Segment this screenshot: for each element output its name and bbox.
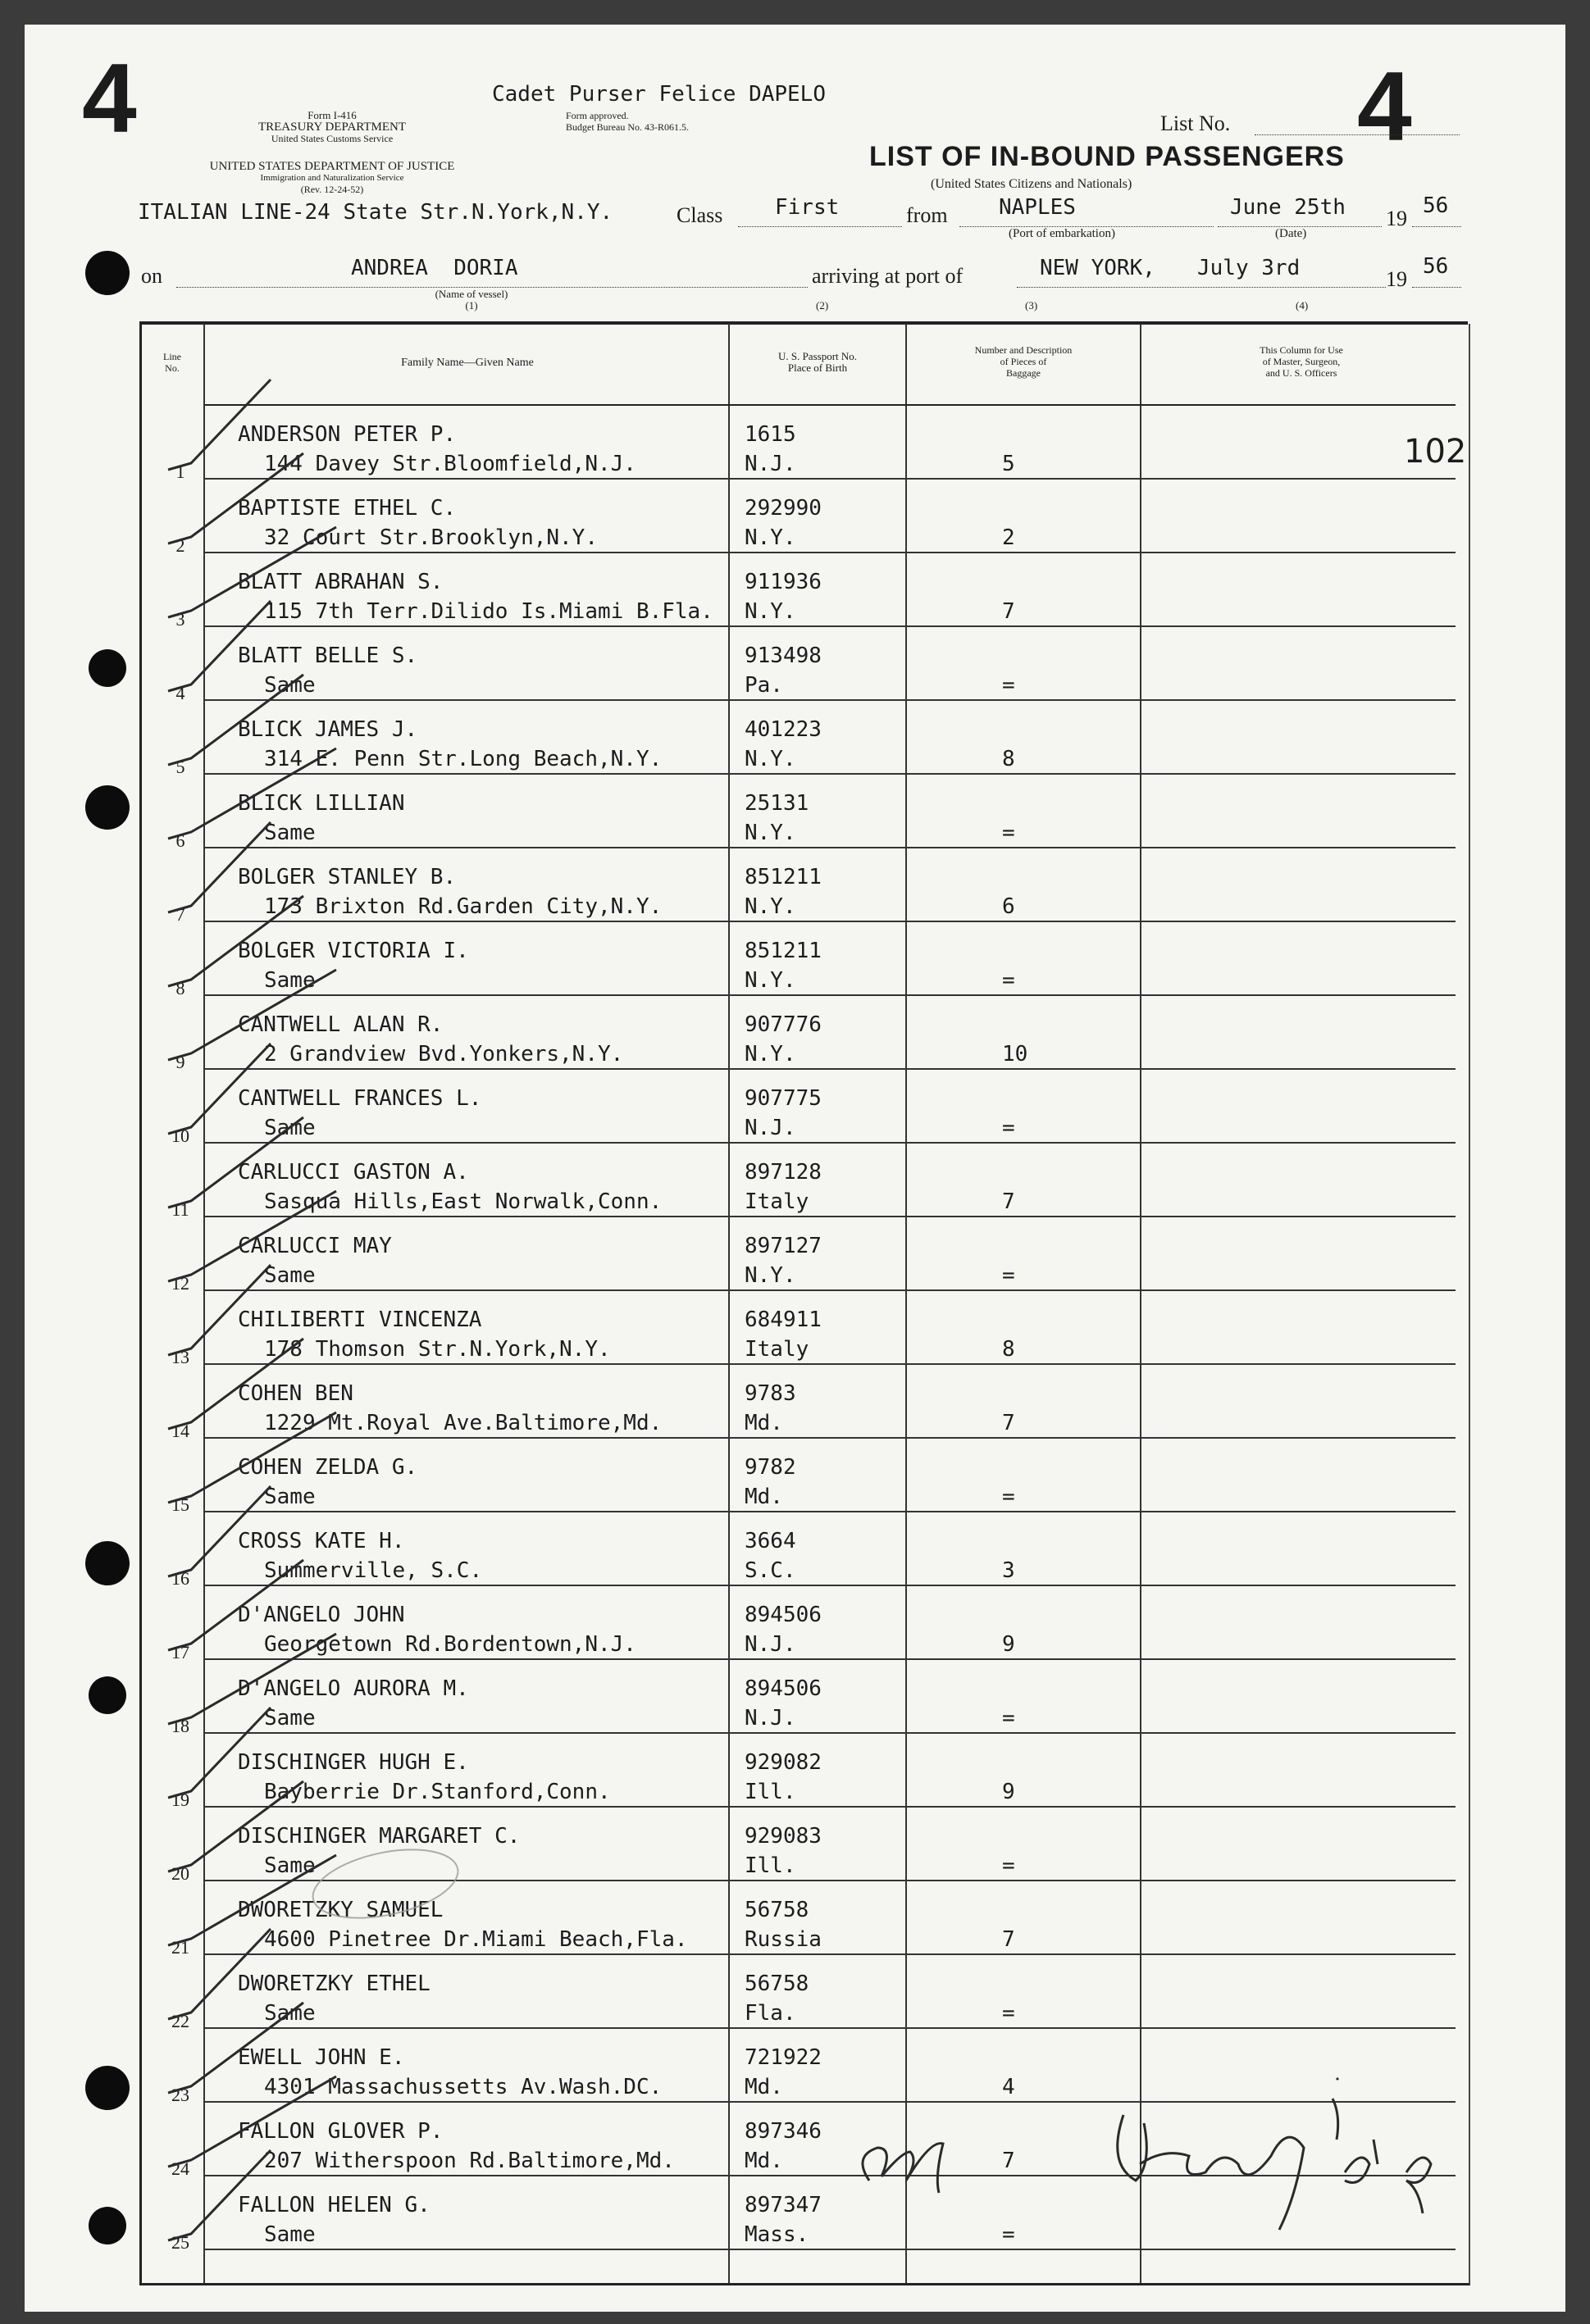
row-divider bbox=[205, 478, 1456, 480]
passenger-address: Sasqua Hills,East Norwalk,Conn. bbox=[264, 1189, 663, 1214]
list-no-underline bbox=[1255, 134, 1460, 135]
place-of-birth: N.Y. bbox=[745, 1263, 796, 1288]
line-number: 5 bbox=[175, 757, 185, 777]
class-label: Class bbox=[677, 203, 723, 227]
passport-number: 684911 bbox=[745, 1308, 822, 1332]
row-divider bbox=[205, 699, 1456, 701]
passenger-name: ANDERSON PETER P. bbox=[238, 422, 457, 447]
baggage-count: = bbox=[1002, 1706, 1015, 1730]
line-number: 17 bbox=[171, 1642, 189, 1662]
line-number: 21 bbox=[171, 1937, 189, 1958]
place-of-birth: Md. bbox=[745, 2149, 783, 2173]
line-number: 10 bbox=[171, 1126, 189, 1146]
passenger-name: BOLGER STANLEY B. bbox=[238, 865, 457, 889]
passenger-address: Same bbox=[264, 673, 316, 698]
place-of-birth: Russia bbox=[745, 1927, 822, 1952]
place-of-birth: N.J. bbox=[745, 1632, 796, 1657]
baggage-count: 9 bbox=[1002, 1632, 1015, 1657]
passenger-address: Same bbox=[264, 1116, 316, 1140]
passport-number: 897127 bbox=[745, 1234, 822, 1258]
passenger-address: Same bbox=[264, 1706, 316, 1730]
passenger-address: Same bbox=[264, 1485, 316, 1509]
place-of-birth: N.Y. bbox=[745, 525, 796, 550]
passenger-name: CANTWELL ALAN R. bbox=[238, 1012, 444, 1037]
passenger-address: Same bbox=[264, 2001, 316, 2026]
punch-hole bbox=[85, 2066, 130, 2110]
punch-hole bbox=[85, 785, 130, 830]
date-caption: (Date) bbox=[1275, 227, 1307, 240]
passenger-address: Same bbox=[264, 2222, 316, 2247]
place-of-birth: N.J. bbox=[745, 1116, 796, 1140]
baggage-count: = bbox=[1002, 1116, 1015, 1140]
place-of-birth: Italy bbox=[745, 1337, 809, 1362]
row-divider bbox=[205, 773, 1456, 775]
place-of-birth: Fla. bbox=[745, 2001, 796, 2026]
baggage-count: 7 bbox=[1002, 1411, 1015, 1435]
class-value: First bbox=[775, 195, 840, 220]
line-number: 22 bbox=[171, 2011, 189, 2031]
header-rule bbox=[205, 404, 1456, 406]
list-title: LIST OF IN-BOUND PASSENGERS bbox=[869, 141, 1345, 172]
line-number: 14 bbox=[171, 1421, 189, 1441]
passenger-address: 32 Court Str.Brooklyn,N.Y. bbox=[264, 525, 598, 550]
row-divider bbox=[205, 994, 1456, 996]
passenger-address: 115 7th Terr.Dilido Is.Miami B.Fla. bbox=[264, 599, 713, 624]
col-header-name: Family Name—Given Name bbox=[401, 357, 534, 369]
col-header-line-no: Line No. bbox=[163, 351, 181, 374]
year-prefix-1: 19 bbox=[1386, 207, 1407, 230]
row-divider bbox=[205, 1216, 1456, 1217]
baggage-count: 7 bbox=[1002, 1927, 1015, 1952]
year-1: 56 bbox=[1423, 193, 1449, 218]
baggage-count: 3 bbox=[1002, 1558, 1015, 1583]
punch-hole bbox=[85, 1541, 130, 1585]
row-divider bbox=[205, 2101, 1456, 2103]
row-divider bbox=[205, 1068, 1456, 1070]
passenger-address: 4600 Pinetree Dr.Miami Beach,Fla. bbox=[264, 1927, 688, 1952]
year-line-2 bbox=[1412, 287, 1461, 288]
approval-block: Form approved. Budget Bureau No. 43-R061.5. bbox=[566, 110, 689, 133]
row-divider bbox=[205, 1363, 1456, 1365]
baggage-count: = bbox=[1002, 1485, 1015, 1509]
row-divider bbox=[205, 2175, 1456, 2176]
passenger-name: CARLUCCI MAY bbox=[238, 1234, 392, 1258]
place-of-birth: Mass. bbox=[745, 2222, 809, 2247]
row-divider bbox=[205, 1289, 1456, 1291]
corner-number-right: 4 bbox=[1357, 52, 1412, 161]
baggage-count: 2 bbox=[1002, 525, 1015, 550]
col-header-baggage: Number and Description of Pieces of Baggage bbox=[974, 344, 1073, 379]
margin-note: 102 bbox=[1404, 433, 1467, 471]
passport-number: 292990 bbox=[745, 496, 822, 521]
baggage-count: 8 bbox=[1002, 1337, 1015, 1362]
class-line bbox=[738, 226, 902, 227]
baggage-count: 5 bbox=[1002, 452, 1015, 476]
line-number: 9 bbox=[175, 1052, 185, 1072]
passport-number: 897346 bbox=[745, 2119, 822, 2144]
passport-number: 911936 bbox=[745, 570, 822, 594]
passenger-address: Same bbox=[264, 1263, 316, 1288]
passport-number: 894506 bbox=[745, 1676, 822, 1701]
place-of-birth: N.Y. bbox=[745, 821, 796, 845]
row-divider bbox=[205, 1806, 1456, 1808]
on-label: on bbox=[141, 264, 162, 288]
passenger-address: Same bbox=[264, 1853, 316, 1878]
port-line bbox=[1017, 287, 1386, 288]
punch-hole bbox=[85, 251, 130, 295]
row-divider bbox=[205, 1880, 1456, 1881]
line-number: 23 bbox=[171, 2085, 189, 2105]
passport-number: 907775 bbox=[745, 1086, 822, 1111]
year-prefix-2: 19 bbox=[1386, 267, 1407, 291]
passenger-name: DISCHINGER HUGH E. bbox=[238, 1750, 469, 1775]
row-divider bbox=[205, 1953, 1456, 1955]
passport-number: 1615 bbox=[745, 422, 796, 447]
baggage-count: 6 bbox=[1002, 894, 1015, 919]
baggage-count: = bbox=[1002, 1263, 1015, 1288]
vessel-name: ANDREA DORIA bbox=[351, 256, 518, 280]
line-number: 12 bbox=[171, 1273, 189, 1294]
place-of-birth: N.J. bbox=[745, 1706, 796, 1730]
punch-hole-small bbox=[89, 649, 126, 687]
col-divider bbox=[905, 324, 907, 2283]
corner-number-left: 4 bbox=[82, 43, 137, 153]
col-num-4: (4) bbox=[1296, 299, 1309, 312]
passport-number: 913498 bbox=[745, 644, 822, 668]
passenger-name: BLICK LILLIAN bbox=[238, 791, 405, 816]
row-divider bbox=[205, 847, 1456, 848]
baggage-count: = bbox=[1002, 673, 1015, 698]
baggage-count: = bbox=[1002, 2222, 1015, 2247]
from-label: from bbox=[906, 203, 948, 227]
passport-number: 894506 bbox=[745, 1603, 822, 1627]
passenger-name: CROSS KATE H. bbox=[238, 1529, 405, 1553]
passenger-name: EWELL JOHN E. bbox=[238, 2045, 405, 2070]
passenger-name: BOLGER VICTORIA I. bbox=[238, 939, 469, 963]
passenger-address: 314 E. Penn Str.Long Beach,N.Y. bbox=[264, 747, 663, 771]
passport-number: 897128 bbox=[745, 1160, 822, 1185]
place-of-birth: N.Y. bbox=[745, 968, 796, 993]
passenger-address: 1229 Mt.Royal Ave.Baltimore,Md. bbox=[264, 1411, 663, 1435]
place-of-birth: N.Y. bbox=[745, 1042, 796, 1066]
passenger-name: DWORETZKY SAMUEL bbox=[238, 1898, 444, 1922]
line-number: 3 bbox=[175, 609, 185, 630]
baggage-count: = bbox=[1002, 968, 1015, 993]
passenger-name: BLATT BELLE S. bbox=[238, 644, 418, 668]
place-of-birth: S.C. bbox=[745, 1558, 796, 1583]
passport-number: 929083 bbox=[745, 1824, 822, 1849]
passport-number: 9783 bbox=[745, 1381, 796, 1406]
passport-number: 929082 bbox=[745, 1750, 822, 1775]
line-number: 16 bbox=[171, 1568, 189, 1589]
departure-date: June 25th bbox=[1230, 195, 1346, 220]
passenger-address: 2 Grandview Bvd.Yonkers,N.Y. bbox=[264, 1042, 624, 1066]
row-divider bbox=[205, 1732, 1456, 1734]
passenger-name: CARLUCCI GASTON A. bbox=[238, 1160, 469, 1185]
arriving-label: arriving at port of bbox=[812, 264, 964, 288]
company-address: ITALIAN LINE-24 State Str.N.York,N.Y. bbox=[138, 200, 613, 225]
baggage-count: 9 bbox=[1002, 1780, 1015, 1804]
baggage-count: 7 bbox=[1002, 1189, 1015, 1214]
line-number: 18 bbox=[171, 1716, 189, 1736]
place-of-birth: Md. bbox=[745, 1485, 783, 1509]
place-of-birth: N.Y. bbox=[745, 894, 796, 919]
line-number: 8 bbox=[175, 978, 185, 998]
passenger-address: 144 Davey Str.Bloomfield,N.J. bbox=[264, 452, 636, 476]
form-block: Form I-416 TREASURY DEPARTMENT United States Customs Service bbox=[257, 109, 407, 144]
passenger-name: DWORETZKY ETHEL bbox=[238, 1972, 431, 1996]
passport-number: 897347 bbox=[745, 2193, 822, 2217]
place-of-birth: N.Y. bbox=[745, 747, 796, 771]
passport-number: 851211 bbox=[745, 939, 822, 963]
passenger-address: Summerville, S.C. bbox=[264, 1558, 483, 1583]
line-number: 19 bbox=[171, 1790, 189, 1810]
line-number: 1 bbox=[175, 462, 185, 482]
baggage-count: 7 bbox=[1002, 2149, 1015, 2173]
passenger-address: Same bbox=[264, 821, 316, 845]
passenger-name: COHEN BEN bbox=[238, 1381, 353, 1406]
row-divider bbox=[205, 1511, 1456, 1512]
year-2: 56 bbox=[1423, 254, 1449, 279]
col-divider bbox=[1140, 324, 1141, 2283]
row-divider bbox=[205, 921, 1456, 922]
baggage-count: = bbox=[1002, 2001, 1015, 2026]
row-divider bbox=[205, 2249, 1456, 2250]
punch-hole-small bbox=[89, 2207, 126, 2244]
place-of-birth: Ill. bbox=[745, 1780, 796, 1804]
col-num-2: (2) bbox=[816, 299, 829, 312]
passenger-name: D'ANGELO JOHN bbox=[238, 1603, 405, 1627]
line-number: 24 bbox=[171, 2158, 189, 2179]
passenger-name: CANTWELL FRANCES L. bbox=[238, 1086, 482, 1111]
row-divider bbox=[205, 1585, 1456, 1586]
passenger-name: FALLON HELEN G. bbox=[238, 2193, 431, 2217]
passport-number: 907776 bbox=[745, 1012, 822, 1037]
baggage-count: = bbox=[1002, 1853, 1015, 1878]
place-of-birth: Italy bbox=[745, 1189, 809, 1214]
place-of-birth: Md. bbox=[745, 2075, 783, 2099]
passport-number: 851211 bbox=[745, 865, 822, 889]
list-no-label: List No. bbox=[1160, 111, 1231, 135]
passenger-name: DISCHINGER MARGARET C. bbox=[238, 1824, 521, 1849]
passenger-name: BLATT ABRAHAN S. bbox=[238, 570, 444, 594]
from-caption: (Port of embarkation) bbox=[1009, 227, 1115, 240]
from-value: NAPLES bbox=[999, 195, 1076, 220]
row-divider bbox=[205, 1658, 1456, 1660]
row-divider bbox=[205, 1142, 1456, 1144]
passport-number: 401223 bbox=[745, 717, 822, 742]
passport-number: 25131 bbox=[745, 791, 809, 816]
passenger-address: Georgetown Rd.Bordentown,N.J. bbox=[264, 1632, 636, 1657]
line-number: 7 bbox=[175, 904, 185, 925]
line-number: 20 bbox=[171, 1863, 189, 1884]
passenger-address: 4301 Massachussetts Av.Wash.DC. bbox=[264, 2075, 663, 2099]
passenger-address: 178 Thomson Str.N.York,N.Y. bbox=[264, 1337, 611, 1362]
line-number: 11 bbox=[171, 1199, 189, 1220]
place-of-birth: N.Y. bbox=[745, 599, 796, 624]
line-number: 4 bbox=[175, 683, 185, 703]
justice-block: UNITED STATES DEPARTMENT OF JUSTICE Immigration and Naturalization Service (Rev. 12-24-52) bbox=[209, 160, 455, 195]
passenger-name: COHEN ZELDA G. bbox=[238, 1455, 418, 1480]
col-divider bbox=[728, 324, 730, 2283]
row-divider bbox=[205, 2027, 1456, 2029]
passenger-address: 173 Brixton Rd.Garden City,N.Y. bbox=[264, 894, 663, 919]
row-divider bbox=[205, 552, 1456, 553]
passport-number: 56758 bbox=[745, 1972, 809, 1996]
baggage-count: 8 bbox=[1002, 747, 1015, 771]
place-of-birth: Pa. bbox=[745, 673, 783, 698]
baggage-count: = bbox=[1002, 821, 1015, 845]
arrival-date: July 3rd bbox=[1197, 256, 1301, 280]
line-number: 2 bbox=[175, 535, 185, 556]
passenger-name: FALLON GLOVER P. bbox=[238, 2119, 444, 2144]
passport-number: 3664 bbox=[745, 1529, 796, 1553]
list-subtitle: (United States Citizens and Nationals) bbox=[931, 177, 1132, 191]
place-of-birth: Ill. bbox=[745, 1853, 796, 1878]
col-header-passport: U. S. Passport No. Place of Birth bbox=[777, 350, 858, 374]
passport-number: 9782 bbox=[745, 1455, 796, 1480]
passenger-address: Same bbox=[264, 968, 316, 993]
place-of-birth: Md. bbox=[745, 1411, 783, 1435]
vessel-caption: (Name of vessel) (1) bbox=[435, 288, 508, 312]
baggage-count: 7 bbox=[1002, 599, 1015, 624]
place-of-birth: N.J. bbox=[745, 452, 796, 476]
line-number: 6 bbox=[175, 830, 185, 851]
row-divider bbox=[205, 1437, 1456, 1439]
baggage-count: 10 bbox=[1002, 1042, 1028, 1066]
arrival-port: NEW YORK, bbox=[1040, 256, 1155, 280]
punch-hole-small bbox=[89, 1676, 126, 1714]
col-num-3: (3) bbox=[1025, 299, 1038, 312]
line-number: 13 bbox=[171, 1347, 189, 1367]
row-divider bbox=[205, 625, 1456, 627]
passport-number: 56758 bbox=[745, 1898, 809, 1922]
col-header-officers: This Column for Use of Master, Surgeon, and U. S. Officers bbox=[1260, 344, 1343, 379]
line-number: 25 bbox=[171, 2232, 189, 2253]
purser-name: Cadet Purser Felice DAPELO bbox=[492, 82, 826, 107]
year-line-1 bbox=[1412, 226, 1461, 227]
passenger-name: BAPTISTE ETHEL C. bbox=[238, 496, 457, 521]
passenger-name: CHILIBERTI VINCENZA bbox=[238, 1308, 482, 1332]
passenger-address: 207 Witherspoon Rd.Baltimore,Md. bbox=[264, 2149, 675, 2173]
passenger-name: BLICK JAMES J. bbox=[238, 717, 418, 742]
baggage-count: 4 bbox=[1002, 2075, 1015, 2099]
passenger-name: D'ANGELO AURORA M. bbox=[238, 1676, 469, 1701]
line-number: 15 bbox=[171, 1494, 189, 1515]
passenger-address: Bayberrie Dr.Stanford,Conn. bbox=[264, 1780, 611, 1804]
passport-number: 721922 bbox=[745, 2045, 822, 2070]
